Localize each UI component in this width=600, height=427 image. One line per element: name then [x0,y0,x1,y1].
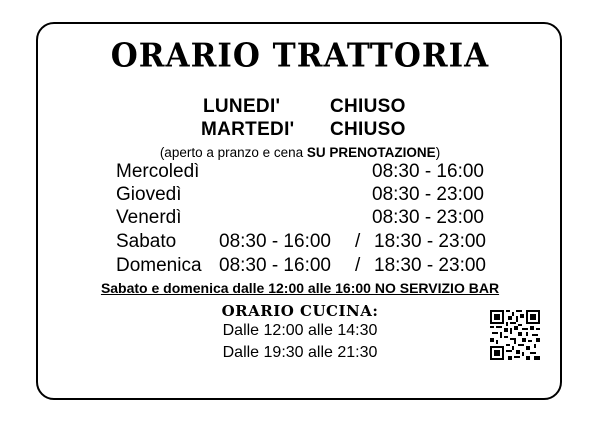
qr-code-icon[interactable] [490,310,540,360]
schedule-hours: 18:30 - 23:00 [374,255,486,276]
schedule-morning: 08:30 - 16:00 [219,255,331,276]
booking-note-prefix: (aperto a pranzo e cena [159,145,307,160]
bar-notice: Sabato e domenica dalle 12:00 alle 16:00 NO SERVIZIO BAR [100,280,500,296]
schedule-slash: / [355,255,361,276]
kitchen-title: ORARIO CUCINA: [221,302,379,320]
schedule-day: Giovedì [116,184,182,205]
booking-note-suffix: ) [435,145,441,160]
schedule-day: Sabato [116,231,177,252]
schedule-slash: / [355,231,361,252]
booking-note [0,145,600,160]
closed-day-monday: LUNEDI' [203,96,281,117]
closed-status-monday: CHIUSO [330,96,406,117]
schedule-hours: 08:30 - 23:00 [372,184,484,205]
kitchen-hours-lunch: Dalle 12:00 alle 14:30 [222,322,378,339]
kitchen-hours-dinner: Dalle 19:30 alle 21:30 [222,344,378,361]
schedule-hours: 08:30 - 23:00 [372,207,484,228]
closed-day-tuesday: MARTEDI' [201,119,295,140]
schedule-hours: 08:30 - 16:00 [372,161,484,182]
schedule-morning: 08:30 - 16:00 [219,231,331,252]
page-title: ORARIO TRATTORIA [110,37,490,75]
schedule-hours: 18:30 - 23:00 [374,231,486,252]
schedule-day: Domenica [116,255,202,276]
closed-status-tuesday: CHIUSO [330,119,406,140]
schedule-day: Venerdì [116,207,182,228]
schedule-day: Mercoledì [116,161,200,182]
booking-note-bold: SU PRENOTAZIONE [306,145,436,160]
